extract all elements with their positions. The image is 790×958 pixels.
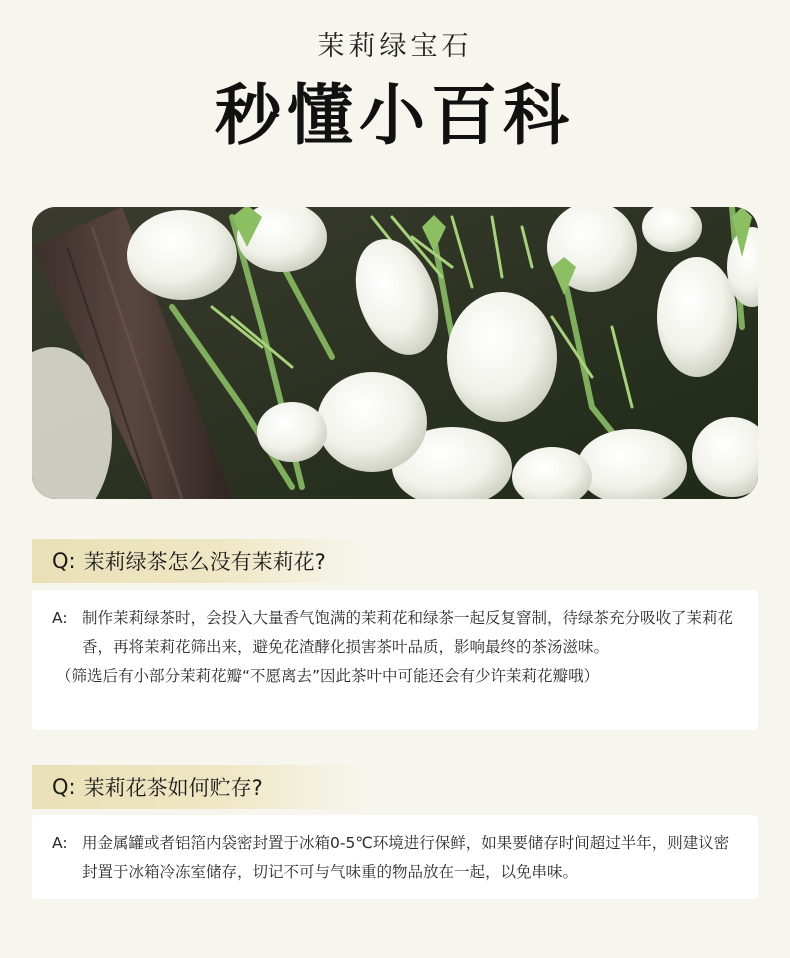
faq-question-1: [32, 539, 372, 583]
answer-tag: A:: [52, 834, 68, 852]
faq-answer-2: [32, 815, 758, 899]
page-title: 秒懂小百科: [215, 76, 575, 154]
question-text: 茉莉绿茶怎么没有茉莉花?: [83, 550, 326, 574]
faq-question-2: [32, 765, 372, 809]
question-tag: Q:: [52, 775, 76, 799]
faq-answer-1: [32, 590, 758, 730]
question-tag: Q:: [52, 549, 76, 573]
answer-text: 制作茉莉绿茶时，会投入大量香气饱满的茉莉花和绿茶一起反复窨制，待绿茶充分吸收了茉莉花香，再将茉莉花筛出来，避免花渣酵化损害茶叶品质，影响最终的茶汤滋味。: [82, 609, 734, 656]
answer-tag: A:: [52, 609, 68, 627]
answer-text: 用金属罐或者铝箔内袋密封置于冰箱0-5℃环境进行保鲜，如果要储存时间超过半年，则建议密封置于冰箱冷冻室储存，切记不可与气味重的物品放在一起，以免串味。: [82, 834, 730, 881]
page-subtitle: 茉莉绿宝石: [317, 31, 473, 62]
answer-note: （筛选后有小部分茉莉花瓣“不愿离去”因此茶叶中可能还会有少许茉莉花瓣哦）: [56, 667, 600, 685]
jasmine-photo: [32, 207, 758, 499]
question-text: 茉莉花茶如何贮存?: [83, 776, 263, 800]
